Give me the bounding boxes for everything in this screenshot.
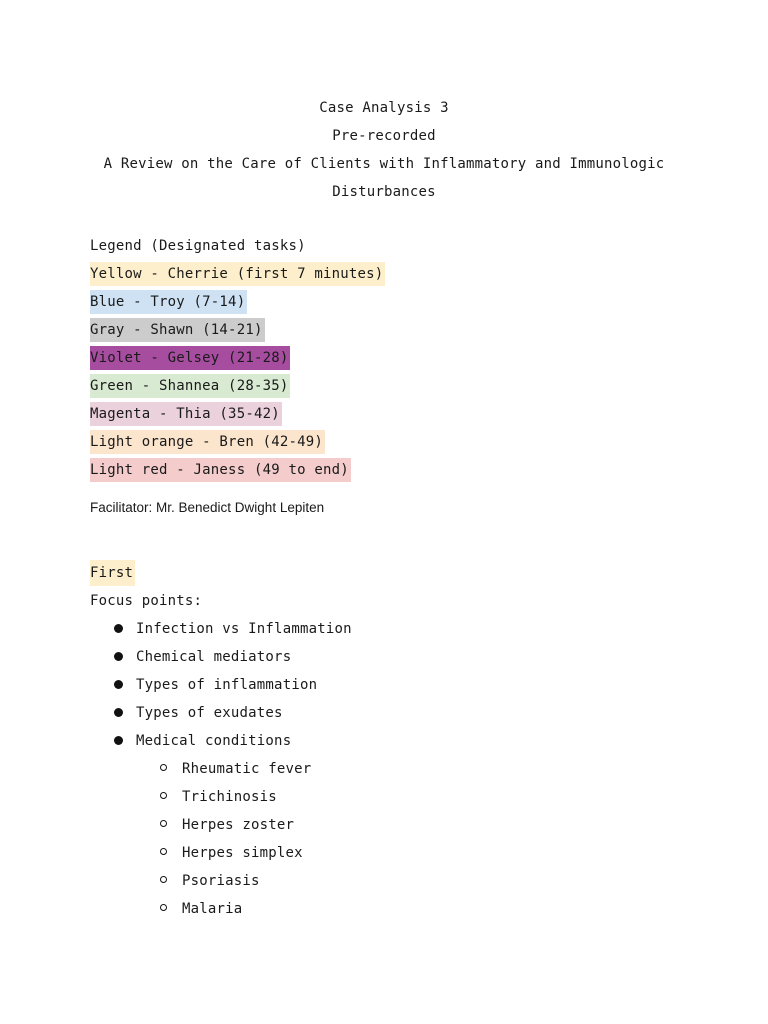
section-heading: First: [90, 560, 135, 586]
filled-bullet-icon: [114, 736, 123, 745]
legend-heading: Legend (Designated tasks): [90, 238, 306, 254]
hollow-bullet-icon: [160, 876, 167, 883]
filled-bullet-icon: [114, 680, 123, 689]
filled-bullet-icon: [114, 652, 123, 661]
title-line-2: Pre-recorded: [332, 128, 436, 144]
list-item-text: Types of exudates: [136, 705, 283, 721]
legend-item-light-red: Light red - Janess (49 to end): [90, 458, 351, 482]
title-line-4: Disturbances: [332, 184, 436, 200]
legend-item-magenta: Magenta - Thia (35-42): [90, 402, 282, 426]
focus-list: [90, 615, 352, 923]
list-item-text: Types of inflammation: [136, 677, 318, 693]
legend-item-blue: Blue - Troy (7-14): [90, 290, 247, 314]
sub-list-item: [90, 811, 352, 839]
legend-item-green: Green - Shannea (28-35): [90, 374, 290, 398]
sub-list-item-text: Herpes zoster: [182, 817, 295, 833]
hollow-bullet-icon: [160, 904, 167, 911]
sub-list-item: [90, 755, 352, 783]
sub-list-item-text: Herpes simplex: [182, 845, 303, 861]
list-item-text: Medical conditions: [136, 733, 292, 749]
title-block: [60, 94, 708, 206]
legend: [90, 232, 385, 484]
list-item: [90, 615, 352, 643]
legend-item-light-orange: Light orange - Bren (42-49): [90, 430, 325, 454]
facilitator-line: Facilitator: Mr. Benedict Dwight Lepiten: [90, 500, 325, 515]
title-line-3: A Review on the Care of Clients with Inflammatory and Immunologic: [103, 156, 665, 172]
filled-bullet-icon: [114, 708, 123, 717]
sub-list-item: [90, 783, 352, 811]
sub-list-item-text: Malaria: [182, 901, 243, 917]
list-item-text: Chemical mediators: [136, 649, 292, 665]
list-item: [90, 699, 352, 727]
filled-bullet-icon: [114, 624, 123, 633]
sub-list-item-text: Trichinosis: [182, 789, 277, 805]
hollow-bullet-icon: [160, 792, 167, 799]
list-item-text: Infection vs Inflammation: [136, 621, 352, 637]
hollow-bullet-icon: [160, 764, 167, 771]
legend-item-gray: Gray - Shawn (14-21): [90, 318, 265, 342]
list-item: [90, 643, 352, 671]
hollow-bullet-icon: [160, 848, 167, 855]
legend-item-yellow: Yellow - Cherrie (first 7 minutes): [90, 262, 385, 286]
sub-list-item: [90, 839, 352, 867]
sub-list-item-text: Rheumatic fever: [182, 761, 312, 777]
legend-item-violet: Violet - Gelsey (21-28): [90, 346, 290, 370]
list-item: [90, 727, 352, 755]
list-item: [90, 671, 352, 699]
hollow-bullet-icon: [160, 820, 167, 827]
focus-label: Focus points:: [90, 593, 203, 609]
sub-list-item: [90, 895, 352, 923]
sub-list-item-text: Psoriasis: [182, 873, 260, 889]
title-line-1: Case Analysis 3: [319, 100, 449, 116]
section-first: [90, 559, 352, 923]
sub-list-item: [90, 867, 352, 895]
